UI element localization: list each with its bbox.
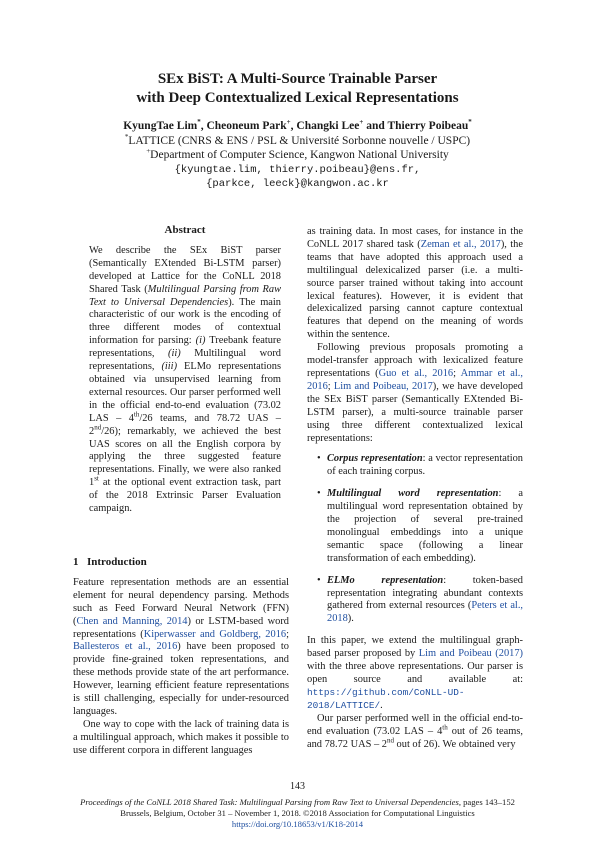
author-name: KyungTae Lim [123, 120, 198, 132]
doi-link[interactable]: https://doi.org/10.18653/v1/K18-2014 [231, 819, 364, 829]
author-name: Changki Lee [296, 120, 360, 132]
list-item: • Multilingual word representation: a multilingual word representation obtained by the projection of several pre-trained monolingual embeddings into a unique semantic space (following a linear transformation of each embedding). [327, 488, 523, 565]
citation-link[interactable]: Chen and Manning, 2014 [76, 615, 188, 627]
affiliation-mark: * [468, 118, 472, 127]
section-number: 1 [73, 556, 79, 568]
title-line-2: with Deep Contextualized Lexical Representations [136, 90, 459, 106]
paragraph: In this paper, we extend the multilingual graph-based parser proposed by Lim and Poibeau (2017) with the three above representations. Our parser is open source and available at: https://github.com/CoNLL-UD-2018/LATTICE/. [307, 635, 523, 711]
citation-link[interactable]: Kiperwasser and Goldberg, 2016 [143, 628, 287, 640]
list-item: • Corpus representation: a vector representation of each training corpus. [327, 453, 523, 479]
email-line-2: {parkce, leeck}@kangwon.ac.kr [206, 178, 389, 190]
list-item: • ELMo representation: token-based representation integrating abundant contexts gathered from external resources (Peters et al., 2018). [327, 575, 523, 627]
section-heading [73, 556, 289, 569]
bullet-term: Corpus representation [327, 453, 423, 465]
section-title: Introduction [87, 556, 147, 568]
affiliation-mark: + [359, 118, 364, 127]
paper-title [0, 70, 595, 108]
author-name: Cheoneum Park [206, 120, 287, 132]
citation-link[interactable]: Zeman et al., 2017 [420, 238, 501, 250]
page-number: 143 [290, 781, 305, 792]
citation-link[interactable]: Ammar et al., 2016 [307, 367, 523, 392]
right-column [307, 226, 523, 751]
abstract-section [89, 224, 281, 516]
footer [0, 797, 595, 830]
affiliation-mark: * [124, 132, 129, 141]
affiliation-mark: * [197, 118, 201, 127]
affiliation-mark: + [146, 147, 151, 156]
author-names: KyungTae Lim*, Cheoneum Park+, Changki Lee+ and Thierry Poibeau* [123, 118, 472, 132]
affiliation-2: +Department of Computer Science, Kangwon National University [146, 147, 449, 161]
bullet-term: Multilingual word representation [327, 488, 499, 500]
abstract-heading: Abstract [164, 224, 206, 236]
footer-proceedings: Proceedings of the CoNLL 2018 Shared Task: Multilingual Parsing from Raw Text to Universal Dependencies, pages 143–152 [80, 797, 515, 807]
representation-list [307, 453, 523, 626]
citation-link[interactable]: Lim and Poibeau (2017) [418, 648, 523, 660]
introduction-section [73, 556, 289, 758]
author-block [0, 119, 595, 192]
author-name: Thierry Poibeau [387, 120, 469, 132]
paragraph: Our parser performed well in the official end-to-end evaluation (73.02 LAS – 4th out of 26 teams, and 78.72 UAS – 2nd out of 26). We obtained very [307, 712, 523, 750]
citation-link[interactable]: Peters et al., 2018 [327, 600, 524, 625]
email-line-1: {kyungtae.lim, thierry.poibeau}@ens.fr, [174, 163, 421, 176]
affiliation-mark: + [286, 118, 291, 127]
paragraph: as training data. In most cases, for instance in the CoNLL 2017 shared task (Zeman et al., 2017), the teams that have adopted this approach used a multilingual delexicalized parser (i.e. a multi-source parser trained without taking into account lexical features). However, it is evident that delexicalized parsing cannot capture contextual features that depend on the meaning of words within the sentence. [307, 226, 523, 341]
citation-link[interactable]: Guo et al., 2016 [378, 367, 454, 379]
paragraph: Feature representation methods are an essential element for neural dependency parsing. Methods such as Feed Forward Neural Network (FFN) (Chen and Manning, 2014) or LSTM-based word representations (Kiperwasser and Goldberg, 2016; Ballesteros et al., 2016) have been proposed to provide fine-grained token representations, and these methods provide state of the art performance. However, learning efficient feature representations is still challenging, especially for under-resourced languages. [73, 576, 289, 717]
citation-link[interactable]: Ballesteros et al., 2016 [73, 641, 178, 653]
footer-venue: Brussels, Belgium, October 31 – November 1, 2018. ©2018 Association for Computational Linguistics [120, 808, 475, 818]
and-word: and [366, 120, 385, 132]
affiliation-1: *LATTICE (CNRS & ENS / PSL & Université Sorbonne nouvelle / USPC) [124, 132, 471, 147]
paragraph: One way to cope with the lack of training data is a multilingual approach, which makes it possible to use different corpora in different languages [73, 718, 289, 756]
citation-link[interactable]: Lim and Poibeau, 2017 [333, 380, 433, 392]
bullet-term: ELMo representation [327, 574, 444, 586]
title-line-1: SEx BiST: A Multi-Source Trainable Parser [157, 71, 438, 87]
abstract-text: We describe the SEx BiST parser (Semantically EXtended Bi-LSTM parser) developed at Lattice for the CoNLL 2018 Shared Task (Multilingual Parsing from Raw Text to Universal Dependencies). The main characteristic of our work is the encoding of three different modes of contextual information for parsing: (i) Treebank feature representations, (ii) Multilingual word representations, (iii) ELMo representations obtained via unsupervised learning from external resources. Our parser performed well in the official end-to-end evaluation (73.02 LAS – 4th/26 teams, and 78.72 UAS – 2nd/26); remarkably, we achieved the best UAS scores on all the English corpora by applying the three suggested feature representations. Finally, we were also ranked 1st at the optional event extraction task, part of the 2018 Extrinsic Parser Evaluation campaign. [89, 244, 282, 515]
github-url-link[interactable]: https://github.com/CoNLL-UD-2018/LATTICE/ [307, 686, 465, 711]
paragraph: Following previous proposals promoting a model-transfer approach with lexicalized feature representations (Guo et al., 2016; Ammar et al., 2016; Lim and Poibeau, 2017), we have developed the SEx BiST parser (Semantically EXtended Bi-LSTM parser), a multi-source trainable parser using three different contextualized lexical representations: [307, 342, 523, 444]
